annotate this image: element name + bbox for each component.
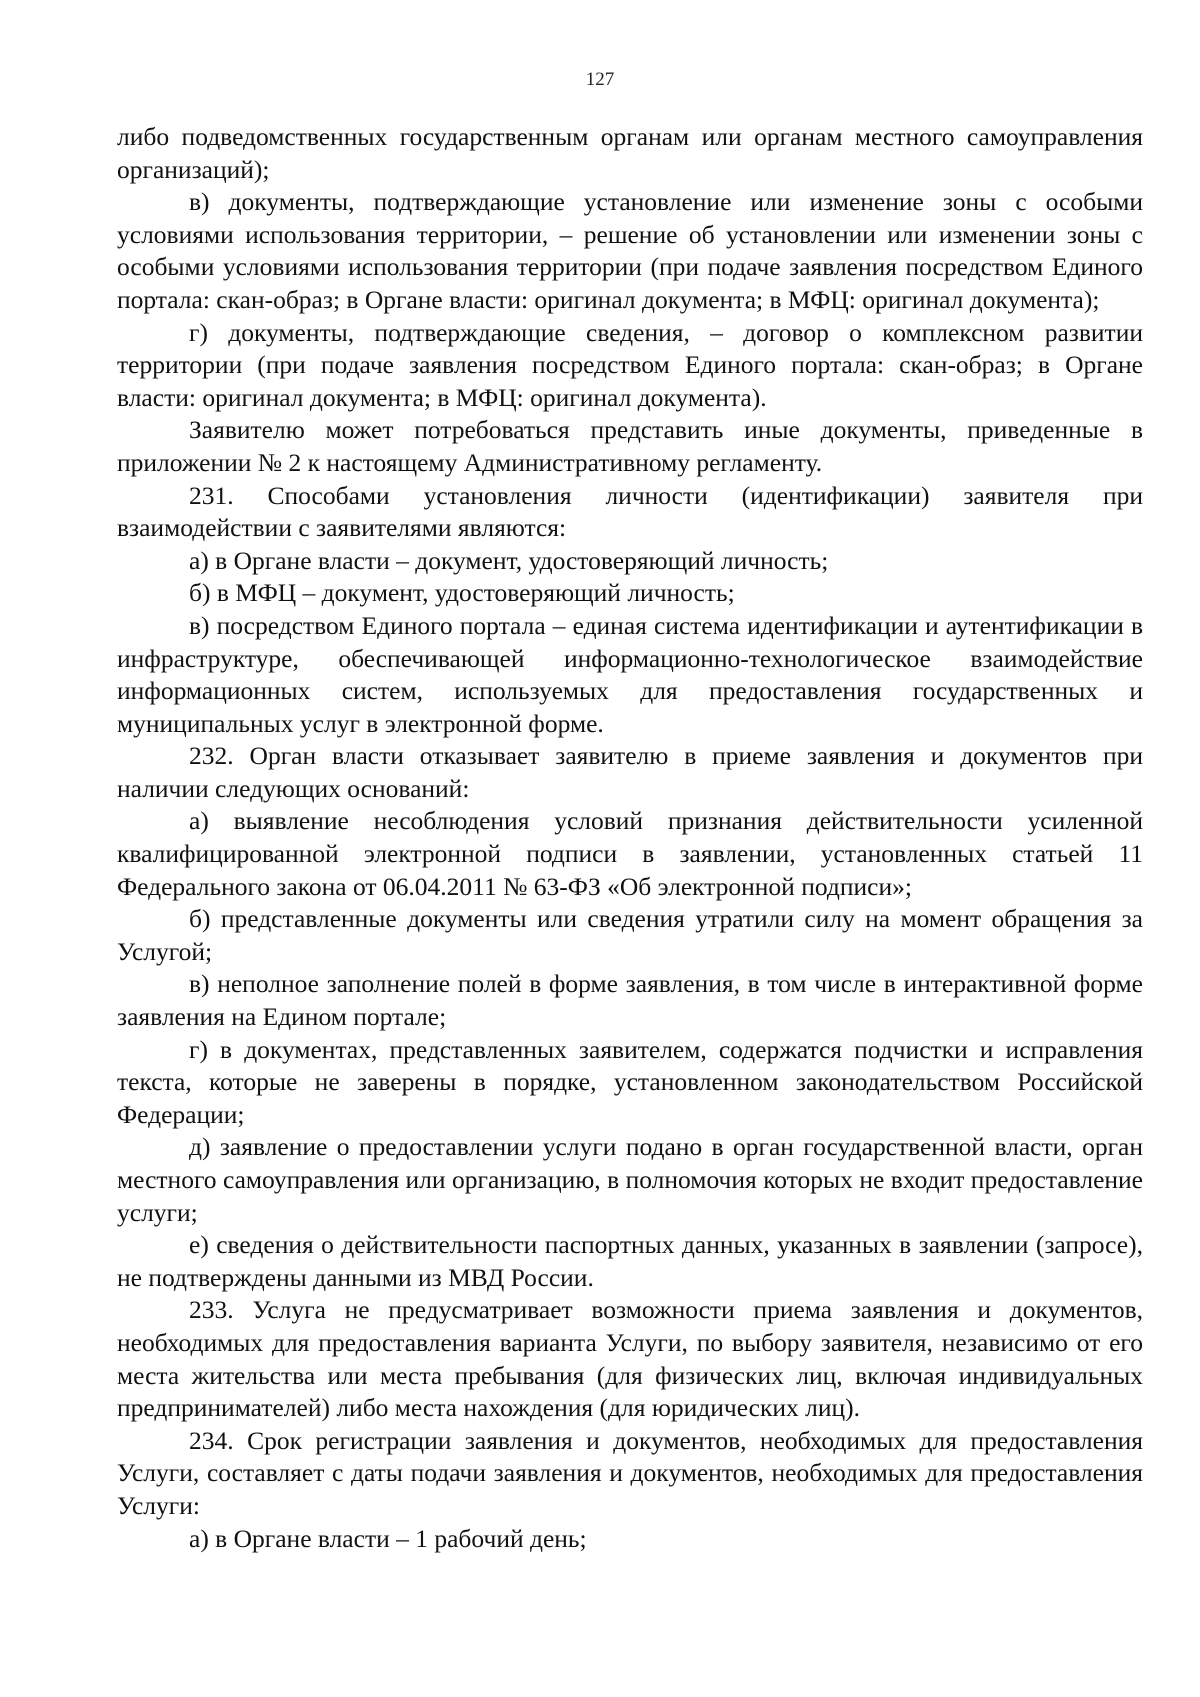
paragraph: д) заявление о предоставлении услуги подано в орган государственной власти, орган местного самоуправления или организацию, в полномочия которых не входит предоставление услуги;	[117, 1132, 1143, 1227]
page-number: 127	[585, 69, 615, 90]
paragraph: а) в Органе власти – 1 рабочий день;	[189, 1523, 587, 1553]
paragraph: в) посредством Единого портала – единая система идентификации и аутентификации в инфраструктуре, обеспечивающей информационно-технологическое взаимодействие информационных систем, используемых для предоставления государственных и муниципальных услуг в электронной форме.	[117, 610, 1143, 738]
paragraph: е) сведения о действительности паспортных данных, указанных в заявлении (запросе), не подтверждены данными из МВД России.	[117, 1230, 1143, 1292]
paragraph: 232. Орган власти отказывает заявителю в приеме заявления и документов при наличии следующих оснований:	[117, 741, 1143, 803]
paragraph: б) в МФЦ – документ, удостоверяющий личность;	[189, 578, 735, 608]
document-body	[117, 121, 1143, 1555]
paragraph: Заявителю может потребоваться представить иные документы, приведенные в приложении № 2 к настоящему Административному регламенту.	[117, 415, 1143, 477]
paragraph: г) документы, подтверждающие сведения, – договор о комплексном развитии территории (при подаче заявления посредством Единого портала: скан-образ; в Органе власти: оригинал документа; в МФЦ: оригинал документа).	[117, 317, 1143, 412]
paragraph: в) документы, подтверждающие установление или изменение зоны с особыми условиями использования территории, – решение об установлении или изменении зоны с особыми условиями использования территории (при подаче заявления посредством Единого портала: скан-образ; в Органе власти: оригинал документа; в МФЦ: оригинал документа);	[117, 187, 1143, 314]
paragraph: г) в документах, представленных заявителем, содержатся подчистки и исправления текста, которые не заверены в порядке, установленном законодательством Российской Федерации;	[117, 1034, 1143, 1129]
paragraph: 234. Срок регистрации заявления и документов, необходимых для предоставления Услуги, составляет с даты подачи заявления и документов, необходимых для предоставления Услуги:	[117, 1425, 1143, 1520]
paragraph: а) в Органе власти – документ, удостоверяющий личность;	[189, 545, 829, 575]
paragraph: в) неполное заполнение полей в форме заявления, в том числе в интерактивной форме заявления на Едином портале;	[117, 969, 1143, 1032]
paragraph: б) представленные документы или сведения утратили силу на момент обращения за Услугой;	[117, 904, 1143, 966]
paragraph: либо подведомственных государственным органам или органам местного самоуправления организаций);	[117, 122, 1143, 184]
paragraph: 231. Способами установления личности (идентификации) заявителя при взаимодействии с заявителями являются:	[117, 480, 1143, 543]
paragraph: а) выявление несоблюдения условий признания действительности усиленной квалифицированной электронной подписи в заявлении, установленных статьей 11 Федерального закона от 06.04.2011 № 63-ФЗ «Об электронной подписи»;	[117, 806, 1143, 901]
paragraph: 233. Услуга не предусматривает возможности приема заявления и документов, необходимых для предоставления варианта Услуги, по выбору заявителя, независимо от его места жительства или места пребывания (для физических лиц, включая индивидуальных предпринимателей) либо места нахождения (для юридических лиц).	[117, 1295, 1143, 1423]
